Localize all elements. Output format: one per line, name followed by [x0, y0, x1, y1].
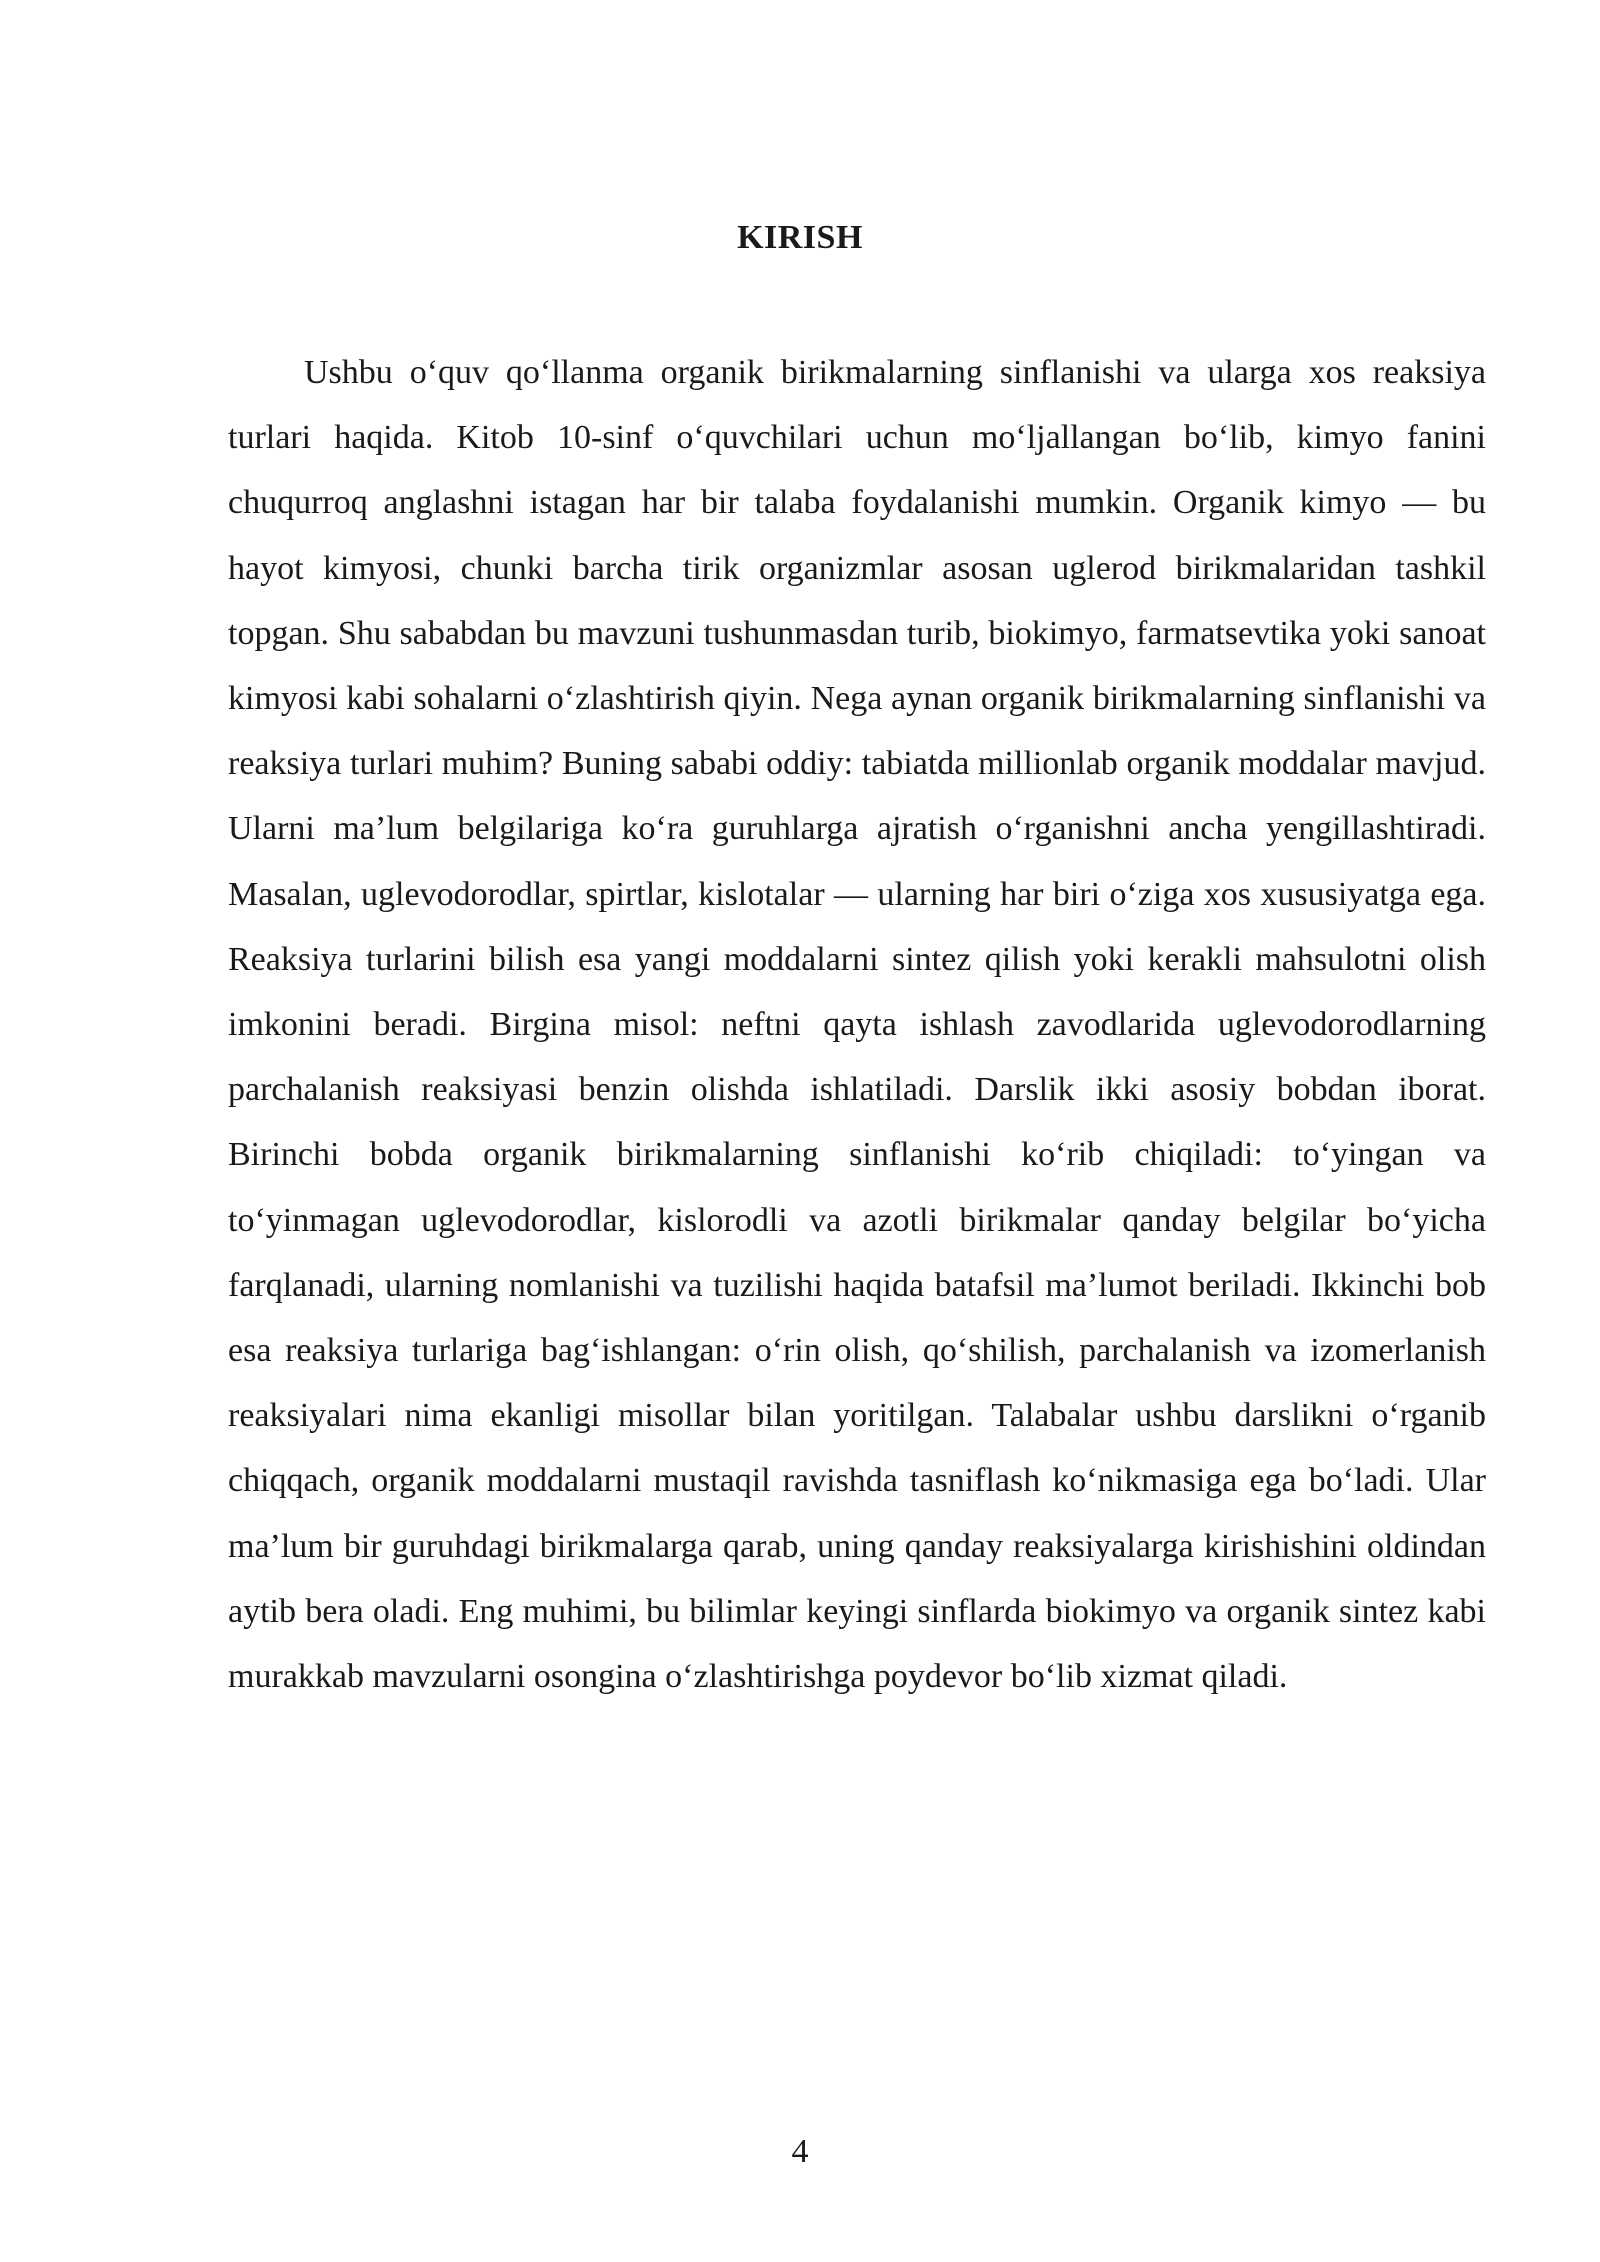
page-number: 4 [791, 2133, 809, 2170]
page-title: KIRISH [737, 219, 863, 256]
body-paragraph: Ushbu o‘quv qo‘llanma organik birikmalarning sinflanishi va ularga xos reaksiya turlari haqida. Kitob 10-sinf o‘quvchilari uchun mo‘ljallangan bo‘lib, kimyo fanini chuqurroq anglashni istagan har bir talaba foydalanishi mumkin. Organik kimyo — bu hayot kimyosi, chunki barcha tirik organizmlar asosan uglerod birikmalaridan tashkil topgan. Shu sababdan bu mavzuni tushunmasdan turib, biokimyo, farmatsevtika yoki sanoat kimyosi kabi sohalarni o‘zlashtirish qiyin. Nega aynan organik birikmalarning sinflanishi va reaksiya turlari muhim? Buning sababi oddiy: tabiatda millionlab organik moddalar mavjud. Ularni ma’lum belgilariga ko‘ra guruhlarga ajratish o‘rganishni ancha yengillashtiradi. Masalan, uglevodorodlar, spirtlar, kislotalar — ularning har biri o‘ziga xos xususiyatga ega. Reaksiya turlarini bilish esa yangi moddalarni sintez qilish yoki kerakli mahsulotni olish imkonini beradi. Birgina misol: neftni qayta ishlash zavodlarida uglevodorodlarning parchalanish reaksiyasi benzin olishda ishlatiladi. Darslik ikki asosiy bobdan iborat. Birinchi bobda organik birikmalarning sinflanishi ko‘rib chiqiladi: to‘yingan va to‘yinmagan uglevodorodlar, kislorodli va azotli birikmalar qanday belgilar bo‘yicha farqlanadi, ularning nomlanishi va tuzilishi haqida batafsil ma’lumot beriladi. Ikkinchi bob esa reaksiya turlariga bag‘ishlangan: o‘rin olish, qo‘shilish, parchalanish va izomerlanish reaksiyalari nima ekanligi misollar bilan yoritilgan. Talabalar ushbu darslikni o‘rganib chiqqach, organik moddalarni mustaqil ravishda tasniflash ko‘nikmasiga ega bo‘ladi. Ular ma’lum bir guruhdagi birikmalarga qarab, uning qanday reaksiyalarga kirishishini oldindan aytib bera oladi. Eng muhimi, bu bilimlar keyingi sinflarda biokimyo va organik sintez kabi murakkab mavzularni osongina o‘zlashtirishga poydevor bo‘lib xizmat qiladi. [228, 354, 1486, 1696]
